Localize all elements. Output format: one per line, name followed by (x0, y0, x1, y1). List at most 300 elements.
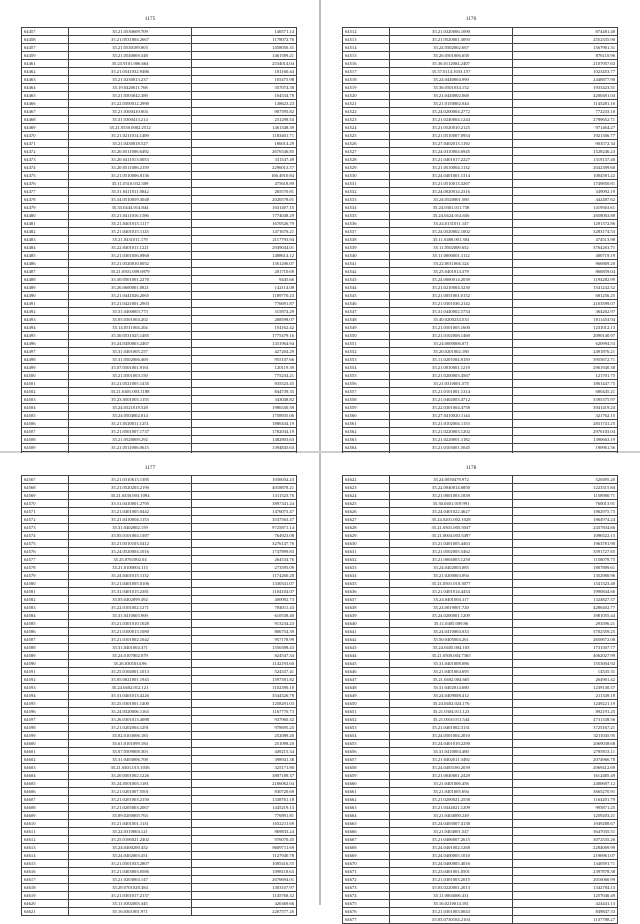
table-row (343, 284, 618, 292)
reference-code-cell: 35.21.0540069.348 (69, 52, 192, 60)
table-row (343, 156, 618, 164)
entry-id-cell: 64525 (343, 132, 390, 140)
table-row (343, 428, 618, 436)
amount-cell: 1258291.03 (192, 700, 297, 708)
amount-cell: 1670526.79 (192, 220, 297, 228)
entry-id-cell: 64644 (343, 652, 390, 660)
amount-cell: 2552335.90 (513, 36, 618, 44)
table-row (343, 812, 618, 820)
table-row (22, 548, 297, 556)
amount-cell: 120119.39 (192, 364, 297, 372)
amount-cell: 1142193.60 (192, 660, 297, 668)
reference-code-cell: 35.21.0401015.1125 (69, 228, 192, 236)
reference-code-cell: 35.24.0520002.1002 (390, 228, 513, 236)
amount-cell: 2042399.60 (513, 164, 618, 172)
reference-code-cell: 35.21.0301056.0968 (69, 252, 192, 260)
amount-cell: 1471676.21 (192, 228, 297, 236)
entry-id-cell: 64580 (22, 580, 69, 588)
table-row (343, 900, 618, 908)
amount-cell: 995871.25 (513, 804, 618, 812)
entry-id-cell: 64549 (343, 324, 390, 332)
table-row (22, 844, 297, 852)
amount-cell: 2534014.04 (192, 60, 297, 68)
amount-cell: 849847.33 (513, 908, 618, 916)
amount-cell: 1249221.19 (513, 700, 618, 708)
amount-cell: 1541323.40 (513, 580, 618, 588)
reference-code-cell: 35.11.0502009.652 (390, 244, 513, 252)
reference-code-cell: 35.61.0101099.184 (69, 740, 192, 748)
entry-id-cell: 64485 (22, 252, 69, 260)
reference-code-cell: 35.28.0701028.384 (69, 884, 192, 892)
entry-id-cell: 64542 (343, 268, 390, 276)
reference-code-cell: 35.24.0019001.720 (390, 604, 513, 612)
table-row (343, 476, 618, 484)
reference-code-cell: 35.24.0400005.1010 (390, 852, 513, 860)
reference-code-cell: 35.21.0210004.3230 (390, 284, 513, 292)
table-row (343, 484, 618, 492)
table-row (343, 884, 618, 892)
reference-code-cell: 35.21.0404000.249 (390, 812, 513, 820)
reference-code-cell: 35.21.0430018.527 (69, 140, 192, 148)
reference-code-cell: 35.31.0300413.214 (69, 116, 192, 124)
entry-id-cell: 64606 (22, 788, 69, 796)
amount-cell: 1352980.96 (513, 572, 618, 580)
entry-id-cell: 64665 (343, 820, 390, 828)
table-row (22, 220, 297, 228)
reference-code-cell: 35.11.0302003.345 (69, 900, 192, 908)
reference-code-cell: 35.21.0102008.1460 (390, 332, 513, 340)
table-row (343, 332, 618, 340)
entry-id-cell: 64531 (343, 180, 390, 188)
table-row (343, 404, 618, 412)
reference-code-cell: 35.21.0150002.044 (390, 100, 513, 108)
amount-cell: 2069412.69 (513, 764, 618, 772)
entry-id-cell: 64640 (343, 620, 390, 628)
amount-cell: 14535.31 (513, 668, 618, 676)
table-row (22, 732, 297, 740)
table-row (343, 756, 618, 764)
table-row (22, 644, 297, 652)
reference-code-cell: 35.21.0410004.1153 (69, 516, 192, 524)
amount-cell: 1758935.06 (192, 412, 297, 420)
reference-code-cell: 35.24.0401022.4627 (390, 508, 513, 516)
amount-cell: 610538.40 (192, 612, 297, 620)
reference-code-cell: 35.24.0424.014.656 (390, 212, 513, 220)
reference-code-cell: 35.21.0402003.4712 (390, 396, 513, 404)
amount-cell: 1004581.22 (513, 172, 618, 180)
table-row (343, 828, 618, 836)
table-row (22, 284, 297, 292)
amount-cell: 1476073.47 (192, 508, 297, 516)
entry-id-cell: 64533 (343, 196, 390, 204)
reference-code-cell: 35.30.0401.019.991 (390, 500, 513, 508)
table-row (22, 700, 297, 708)
table-row (22, 292, 297, 300)
amount-cell: 1127940.78 (192, 852, 297, 860)
table-row (343, 772, 618, 780)
table-row (22, 508, 297, 516)
entry-id-cell: 64515 (343, 52, 390, 60)
table-row (22, 620, 297, 628)
reference-code-cell: 35.24.0400200.452 (69, 844, 192, 852)
entry-id-cell: 64625 (343, 500, 390, 508)
table-row (22, 596, 297, 604)
reference-code-cell: 35.21.0510004.1132 (390, 164, 513, 172)
table-row (343, 92, 618, 100)
entry-id-cell: 64475 (22, 172, 69, 180)
reference-code-cell: 35.24.0131011.147 (390, 220, 513, 228)
entry-id-cell: 64661 (343, 788, 390, 796)
entry-id-cell: 64554 (343, 364, 390, 372)
reference-code-cell: 35.21.0401004.695 (390, 668, 513, 676)
reference-code-cell: 35.21.0220001.1182 (390, 436, 513, 444)
reference-code-cell: 35.24.0401004.117 (390, 596, 513, 604)
reference-code-cell: 35.21.0530609.709 (69, 28, 192, 36)
entry-id-cell: 64584 (22, 612, 69, 620)
amount-cell: 1861447.75 (513, 380, 618, 388)
entry-id-cell: 64530 (343, 172, 390, 180)
entry-id-cell: 64474 (22, 164, 69, 172)
amount-cell: 1556398.43 (192, 644, 297, 652)
table-row (343, 148, 618, 156)
entry-id-cell: 64561 (343, 420, 390, 428)
reference-code-cell: 35.31.0401005.257 (69, 348, 192, 356)
table-row (22, 148, 297, 156)
reference-code-cell: 35.21.0520010.0052 (69, 260, 192, 268)
amount-cell: 1158078.75 (513, 556, 618, 564)
table-row (343, 636, 618, 644)
ledger-table (342, 27, 618, 468)
table-row (343, 412, 618, 420)
amount-cell: 1145768.32 (192, 892, 297, 900)
reference-code-cell: 35.21.0240004.1244 (390, 116, 513, 124)
entry-id-cell: 64589 (22, 652, 69, 660)
entry-id-cell: 64610 (22, 820, 69, 828)
reference-code-cell: 35.21.0441026.2065 (69, 292, 192, 300)
amount-cell: 231298.54 (192, 116, 297, 124)
entry-id-cell: 64488 (22, 276, 69, 284)
table-row (22, 116, 297, 124)
amount-cell: 1731507.77 (513, 644, 618, 652)
table-row (343, 188, 618, 196)
reference-code-cell: 35.24.0403007.4138 (390, 820, 513, 828)
reference-code-cell: 35.21.0200003.4567 (390, 372, 513, 380)
reference-code-cell: 35.21.0520009.292 (69, 436, 192, 444)
table-row (22, 556, 297, 564)
reference-code-cell: 35.24.0301.011.758 (390, 204, 513, 212)
reference-code-cell: 35.20.0501002.1226 (69, 772, 192, 780)
reference-code-cell: 35.21.0401006.456 (390, 780, 513, 788)
table-row (22, 60, 297, 68)
amount-cell: 2789652.71 (513, 116, 618, 124)
table-row (343, 300, 618, 308)
table-row (22, 380, 297, 388)
reference-code-cell: 35.24.0400005.4016 (390, 860, 513, 868)
amount-cell: 9445.66 (192, 276, 297, 284)
amount-cell: 776891.81 (192, 812, 297, 820)
entry-id-cell: 64646 (343, 668, 390, 676)
reference-code-cell: 35.21.0010.011.544 (390, 716, 513, 724)
table-row (343, 396, 618, 404)
reference-code-cell: 35.19.0420611.768 (69, 84, 192, 92)
table-row (22, 820, 297, 828)
entry-id-cell: 64545 (343, 292, 390, 300)
entry-id-cell: 64669 (343, 852, 390, 860)
table-row (22, 884, 297, 892)
table-row (22, 412, 297, 420)
entry-id-cell: 64506 (22, 420, 69, 428)
reference-code-cell: 35.14.0511004.204 (69, 324, 192, 332)
entry-id-cell: 64593 (22, 684, 69, 692)
reference-code-cell: 35.24.0000014.2039 (390, 276, 513, 284)
table-row (22, 52, 297, 60)
table-row (343, 748, 618, 756)
amount-cell: 398941.38 (192, 756, 297, 764)
table-row (22, 492, 297, 500)
reference-code-cell: 35.21.0301017.2137 (69, 892, 192, 900)
entry-id-cell: 64594 (22, 692, 69, 700)
amount-cell: 806754.39 (192, 628, 297, 636)
reference-code-cell: 35.37.0114.1033.157 (390, 68, 513, 76)
reference-code-cell: 35.26.0301013.4088 (69, 716, 192, 724)
reference-code-cell: 35.07.0509008.303 (69, 748, 192, 756)
reference-code-cell: 35.21.0530189.803 (69, 44, 192, 52)
entry-id-cell: 64605 (22, 780, 69, 788)
entry-id-cell: 64666 (343, 828, 390, 836)
reference-code-cell: 35.21.0521005.1435 (69, 380, 192, 388)
reference-code-cell: 35.21.0500.004.7365 (390, 652, 513, 660)
amount-cell: 1338761.18 (192, 796, 297, 804)
entry-id-cell: 64572 (22, 516, 69, 524)
amount-cell: 121701.75 (513, 372, 618, 380)
amount-cell: 148623.23 (192, 100, 297, 108)
amount-cell: 268598.07 (192, 316, 297, 324)
table-row (22, 476, 297, 484)
table-row (343, 308, 618, 316)
table-row (22, 172, 297, 180)
amount-cell: 1921306.77 (513, 132, 618, 140)
reference-code-cell: 35.21.0401014.4454 (390, 588, 513, 596)
entry-id-cell: 64663 (343, 804, 390, 812)
amount-cell: 937960.32 (192, 716, 297, 724)
reference-code-cell: 35.31.0410003.969 (69, 612, 192, 620)
reference-code-cell: 35.21.0201003.2150 (69, 796, 192, 804)
document-page (321, 453, 621, 922)
table-row (22, 212, 297, 220)
entry-id-cell: 64501 (22, 380, 69, 388)
reference-code-cell: 35.21.0200003.094 (390, 572, 513, 580)
reference-code-cell: 35.34.0510059.3048 (69, 196, 192, 204)
table-row (343, 348, 618, 356)
amount-cell: 1612485.49 (513, 772, 618, 780)
reference-code-cell: 35.27.0402013.1192 (390, 140, 513, 148)
entry-id-cell: 64482 (22, 228, 69, 236)
table-row (22, 156, 297, 164)
reference-code-cell: 35.22.0301004.4758 (390, 404, 513, 412)
table-row (22, 108, 297, 116)
reference-code-cell: 35.22.0310004.121 (69, 828, 192, 836)
entry-id-cell: 64607 (22, 796, 69, 804)
table-row (22, 428, 297, 436)
table-row (22, 748, 297, 756)
entry-id-cell: 64613 (22, 844, 69, 852)
entry-id-cell: 64620 (22, 900, 69, 908)
table-row (343, 676, 618, 684)
entry-id-cell: 64521 (343, 100, 390, 108)
entry-id-cell: 64648 (343, 684, 390, 692)
reference-code-cell: 35.21.0004.003.5497 (390, 532, 513, 540)
amount-cell: 1158980.71 (513, 492, 618, 500)
amount-cell: 971464.27 (513, 124, 618, 132)
table-row (22, 484, 297, 492)
amount-cell: 1098118.63 (192, 868, 297, 876)
table-row (343, 796, 618, 804)
reference-code-cell: 35.21.0520203.2190 (69, 484, 192, 492)
table-row (343, 60, 618, 68)
document-page (0, 0, 300, 451)
document-page (321, 0, 621, 451)
entry-id-cell: 64609 (22, 812, 69, 820)
entry-id-cell: 64600 (22, 740, 69, 748)
table-row (343, 516, 618, 524)
entry-id-cell: 64632 (343, 556, 390, 564)
reference-code-cell: 35.27.0410020.1144 (390, 412, 513, 420)
table-row (22, 716, 297, 724)
amount-cell: 772233.10 (513, 108, 618, 116)
entry-id-cell: 64675 (343, 900, 390, 908)
reference-code-cell: 35.21.0403003.0586 (69, 868, 192, 876)
amount-cell: 2186062.04 (192, 780, 297, 788)
reference-code-cell: 35.21.0501033.2807 (69, 860, 192, 868)
table-row (343, 388, 618, 396)
reference-code-cell: 35.21.0230013.237 (69, 76, 192, 84)
entry-id-cell: 64622 (343, 476, 390, 484)
reference-code-cell: 35.24.0401019.2290 (390, 740, 513, 748)
amount-cell: 2069038.68 (513, 740, 618, 748)
amount-cell: 775234.21 (192, 372, 297, 380)
entry-id-cell: 64465 (22, 92, 69, 100)
reference-code-cell: 35.31.0400003.773 (69, 308, 192, 316)
amount-cell: 273595.09 (192, 564, 297, 572)
table-row (343, 436, 618, 444)
amount-cell: 1488614.12 (192, 252, 297, 260)
amount-cell: 1807889.61 (513, 564, 618, 572)
amount-cell: 1880434.19 (192, 420, 297, 428)
entry-id-cell: 64615 (22, 860, 69, 868)
reference-code-cell: 35.21.0100013.1080 (69, 628, 192, 636)
amount-cell: 3941419.24 (513, 404, 618, 412)
page-number: 1177 (144, 465, 156, 471)
table-row (343, 500, 618, 508)
amount-cell: 1319137.40 (513, 156, 618, 164)
entry-id-cell: 64494 (22, 324, 69, 332)
entry-id-cell: 64639 (343, 612, 390, 620)
reference-code-cell: 35.24.0402.012.121 (69, 684, 192, 692)
amount-cell: 146571.14 (192, 28, 297, 36)
table-row (22, 900, 297, 908)
amount-cell: 1986330.39 (192, 404, 297, 412)
entry-id-cell: 64604 (22, 772, 69, 780)
entry-id-cell: 64532 (343, 188, 390, 196)
amount-cell: 1933423.51 (513, 84, 618, 92)
table-row (22, 204, 297, 212)
table-row (343, 908, 618, 916)
table-row (22, 580, 297, 588)
entry-id-cell: 64674 (343, 892, 390, 900)
entry-id-cell: 64656 (343, 748, 390, 756)
entry-id-cell: 64529 (343, 164, 390, 172)
amount-cell: 3283174.53 (513, 228, 618, 236)
reference-code-cell: 35.22.0401011.1221 (69, 244, 192, 252)
reference-code-cell: 35.23.9101.006.664 (69, 60, 192, 68)
entry-id-cell: 64535 (343, 212, 390, 220)
amount-cell: 1458056.31 (192, 44, 297, 52)
entry-id-cell: 64597 (22, 716, 69, 724)
amount-cell: 2491876.21 (513, 348, 618, 356)
table-row (343, 324, 618, 332)
amount-cell: 907595.82 (192, 108, 297, 116)
reference-code-cell: 35.21.0101002.1042 (69, 636, 192, 644)
entry-id-cell: 64614 (22, 852, 69, 860)
entry-id-cell: 64581 (22, 588, 69, 596)
entry-id-cell: 64626 (343, 508, 390, 516)
table-row (343, 620, 618, 628)
entry-id-cell: 64651 (343, 708, 390, 716)
entry-id-cell: 64635 (343, 580, 390, 588)
amount-cell: 1782034.19 (192, 428, 297, 436)
table-row (22, 444, 297, 452)
amount-cell: 4018878.21 (192, 484, 297, 492)
amount-cell: 913234.23 (192, 620, 297, 628)
table-row (343, 788, 618, 796)
amount-cell: 2296013.57 (192, 164, 297, 172)
table-row (343, 876, 618, 884)
reference-code-cell: 35.21.0401.003.1188 (69, 388, 192, 396)
amount-cell: 1145281.16 (513, 100, 618, 108)
reference-code-cell: 35.16.0210014.181 (390, 900, 513, 908)
amount-cell: 3725167.21 (513, 724, 618, 732)
table-row (22, 68, 297, 76)
reference-code-cell: 35.21.0401002.3131 (390, 724, 513, 732)
entry-id-cell: 64637 (343, 596, 390, 604)
reference-code-cell: 35.24.0020014.2316 (390, 188, 513, 196)
amount-cell: 1597581.82 (192, 676, 297, 684)
amount-cell: 1096522.13 (513, 532, 618, 540)
reference-code-cell: 35.26.0600001.0821 (69, 284, 192, 292)
reference-code-cell: 35.21.0520010.2125 (390, 124, 513, 132)
table-row (22, 436, 297, 444)
table-row (343, 252, 618, 260)
amount-cell: 1330341.07 (192, 580, 297, 588)
amount-cell: 9725871.14 (192, 524, 297, 532)
reference-code-cell: 35.05.0301004.202 (69, 316, 192, 324)
amount-cell: 325171.80 (192, 764, 297, 772)
entry-id-cell: 64573 (22, 524, 69, 532)
amount-cell: 201710.69 (192, 268, 297, 276)
amount-cell: 1774048.29 (192, 212, 297, 220)
reference-code-cell: 35.24.0200004.2772 (390, 108, 513, 116)
table-row (343, 140, 618, 148)
reference-code-cell: 35.36.0501034.152 (390, 84, 513, 92)
entry-id-cell: 64570 (22, 500, 69, 508)
amount-cell: 681256.25 (513, 292, 618, 300)
amount-cell: 824547.34 (192, 652, 297, 660)
entry-id-cell: 64462 (22, 68, 69, 76)
amount-cell: 1461589.21 (192, 52, 297, 60)
entry-id-cell: 64484 (22, 244, 69, 252)
reference-code-cell: 35.50.0405004.261 (390, 636, 513, 644)
table-row (343, 260, 618, 268)
